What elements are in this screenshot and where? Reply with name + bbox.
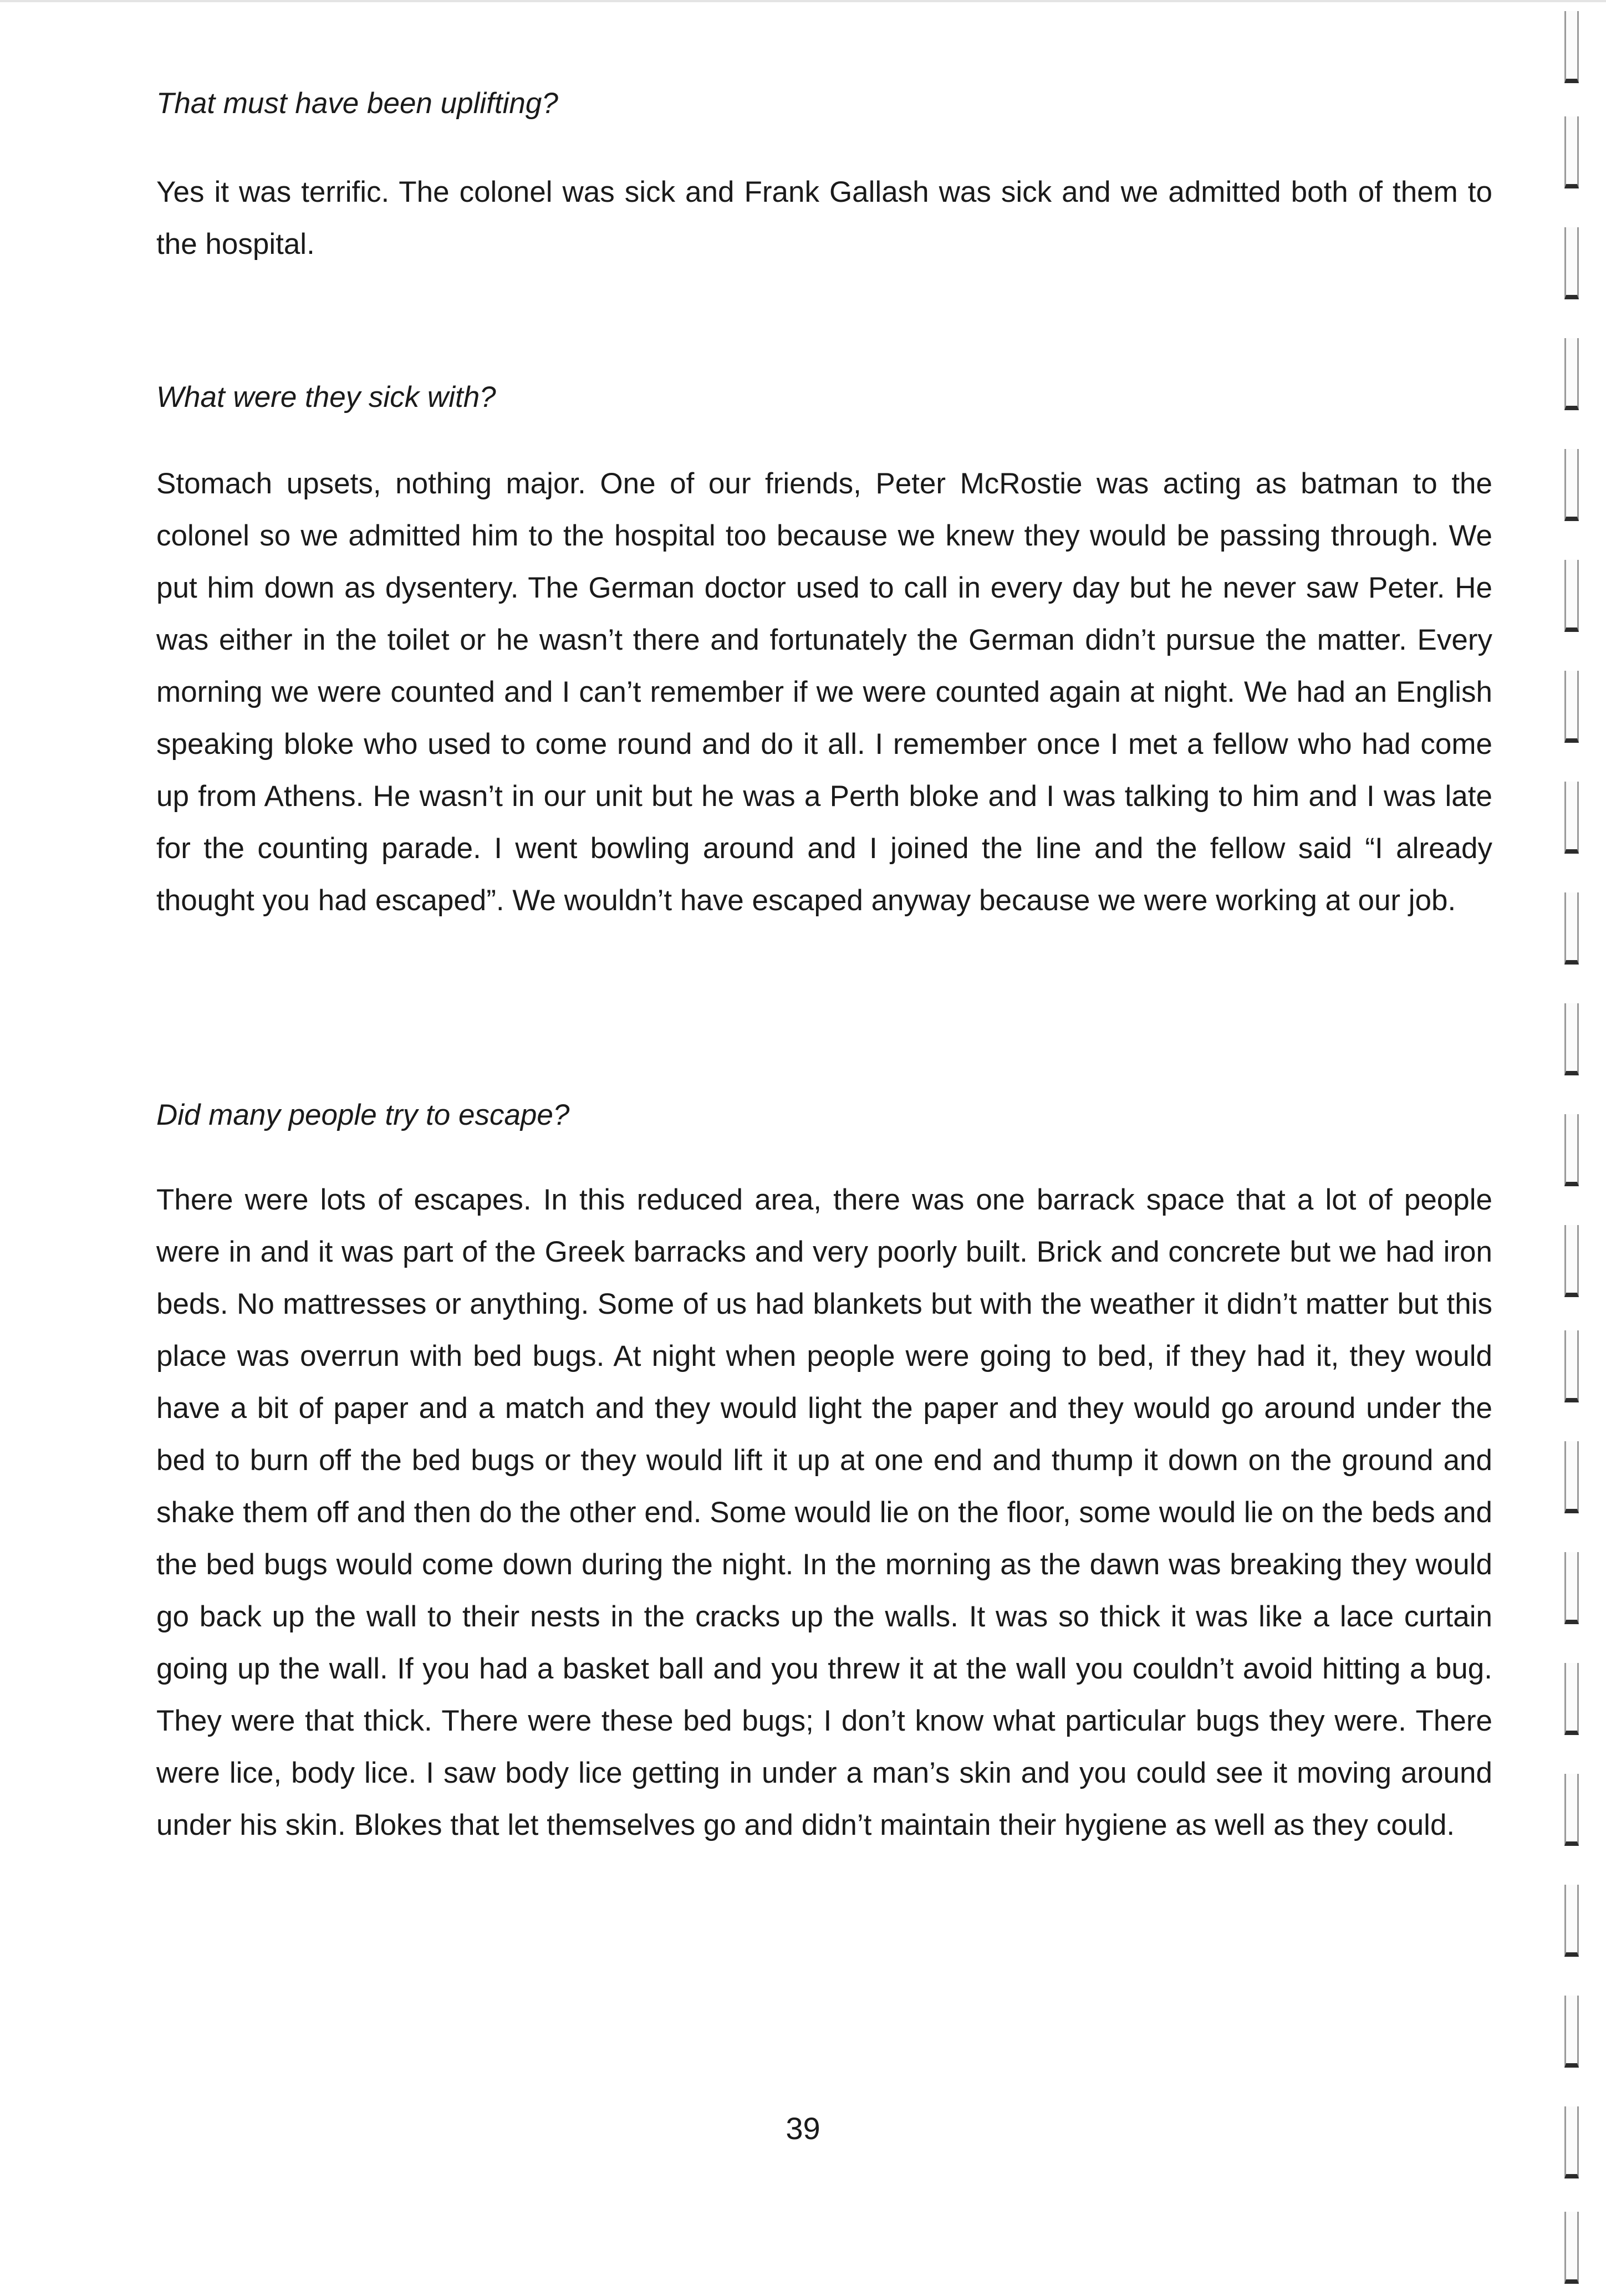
binding-hole [1564,892,1579,965]
binding-hole [1564,1552,1579,1624]
binding-hole [1564,1885,1579,1957]
page-number: 39 [786,2111,820,2146]
binding-hole [1564,338,1579,410]
binding-hole [1564,782,1579,854]
scan-top-edge [0,0,1606,2]
binding-hole [1564,560,1579,632]
interview-answer: There were lots of escapes. In this reduced area, there was one barrack space that a lot of people were in and it was part of the Greek barracks and very poorly built. Brick and concrete but we had iron beds. No mattresses or anything. Some of us had blankets but with the weather it didn’t matter but this place was overrun with bed bugs. At night when people were going to bed, if they had it, they would have a bit of paper and a match and they would light the paper and they would go around under the bed to burn off the bed bugs or they would lift it up at one end and thump it down on the ground and shake them off and then do the other end. Some would lie on the floor, some would lie on the beds and the bed bugs would come down during the night. In the morning as the dawn was breaking they would go back up the wall to their nests in the cracks up the walls. It was so thick it was like a lace curtain going up the wall. If you had a basket ball and you threw it at the wall you couldn’t avoid hitting a bug. They were that thick. There were these bed bugs; I don’t know what particular bugs they were. There were lice, body lice. I saw body lice getting in under a man’s skin and you could see it moving around under his skin. Blokes that let themselves go and didn’t maintain their hygiene as well as they could. [156,1183,1492,1841]
binding-hole [1564,116,1579,188]
binding-hole [1564,1225,1579,1297]
binding-hole [1564,2106,1579,2178]
binding-hole [1564,1996,1579,2068]
binding-hole [1564,1774,1579,1846]
binding-hole [1564,227,1579,299]
interview-question: What were they sick with? [156,381,496,414]
interview-question: That must have been uplifting? [156,87,558,120]
binding-hole [1564,1663,1579,1735]
interview-answer: Yes it was terrific. The colonel was sick and Frank Gallash was sick and we admitted both of them to the hospital. [156,176,1492,261]
spiral-binding [1558,0,1591,2296]
binding-hole [1564,1114,1579,1186]
binding-hole [1564,671,1579,743]
interview-answer: Stomach upsets, nothing major. One of our friends, Peter McRostie was acting as batman to the colonel so we admitted him to the hospital too because we knew they would be passing through. We put him down as dysentery. The German doctor used to call in every day but he never saw Peter. He was either in the toilet or he wasn’t there and fortunately the German didn’t pursue the matter. Every morning we were counted and I can’t remember if we were counted again at night. We had an English speaking bloke who used to come round and do it all. I remember once I met a fellow who had come up from Athens. He wasn’t in our unit but he was a Perth bloke and I was talking to him and I was late for the counting parade. I went bowling around and I joined the line and the fellow said “I already thought you had escaped”. We wouldn’t have escaped anyway because we were working at our job. [156,467,1492,917]
binding-hole [1564,449,1579,521]
binding-hole [1564,1003,1579,1075]
binding-hole [1564,11,1579,83]
interview-question: Did many people try to escape? [156,1099,570,1131]
binding-hole [1564,1330,1579,1402]
binding-hole [1564,1441,1579,1513]
binding-hole [1564,2212,1579,2284]
